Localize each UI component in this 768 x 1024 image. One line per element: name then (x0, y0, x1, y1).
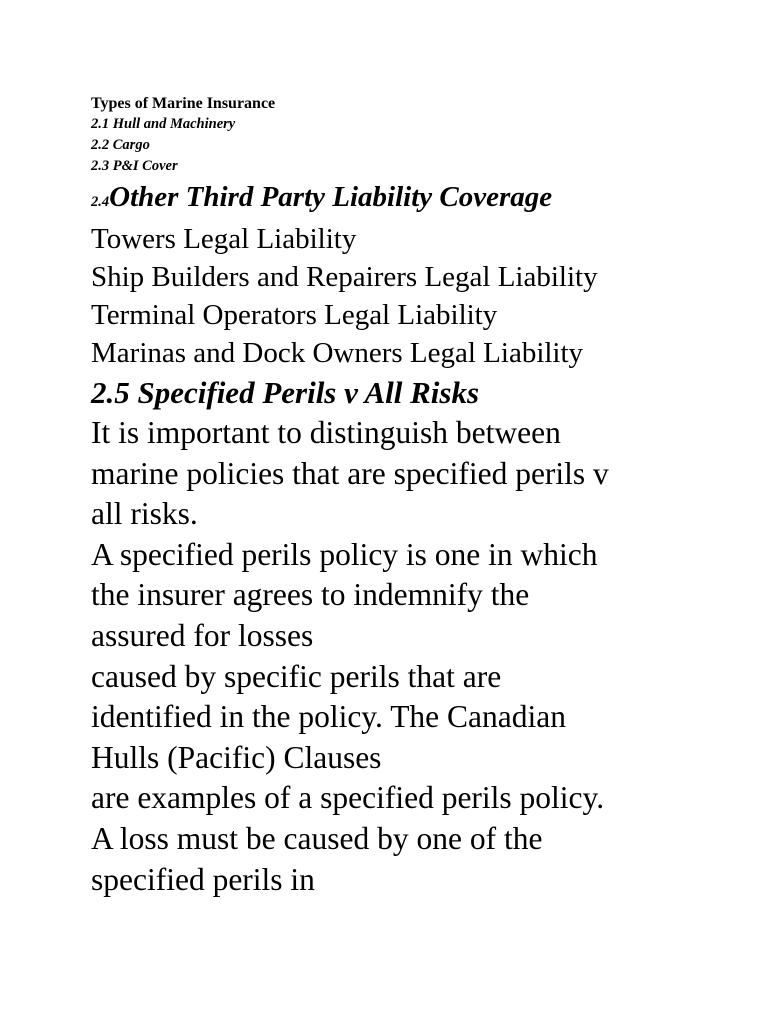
paragraph-line: Hulls (Pacific) Clauses (91, 739, 382, 775)
paragraph-line: are examples of a specified perils policy. (91, 780, 605, 816)
paragraph-line: the insurer agrees to indemnify the (91, 577, 530, 613)
paragraph-line: It is important to distinguish between (91, 415, 561, 450)
paragraph-line: caused by specific perils that are (91, 658, 502, 694)
toc-item-cargo: 2.2 Cargo (91, 137, 150, 153)
section-2-4-number: 2.4 (91, 194, 110, 210)
liability-item-ship-builders: Ship Builders and Repairers Legal Liability (91, 261, 598, 293)
document-page (91, 93, 751, 900)
liability-item-towers: Towers Legal Liability (91, 223, 357, 255)
paragraph-line: specified perils in (91, 861, 315, 897)
paragraph-line: A loss must be caused by one of the (91, 820, 543, 856)
liability-item-terminal-operators: Terminal Operators Legal Liability (91, 299, 498, 331)
liability-item-marinas: Marinas and Dock Owners Legal Liability (91, 337, 584, 369)
toc-item-pi-cover: 2.3 P&I Cover (91, 158, 178, 174)
toc-item-hull: 2.1 Hull and Machinery (91, 116, 236, 132)
doc-title: Types of Marine Insurance (91, 95, 276, 112)
paragraph-line: A specified perils policy is one in which (91, 536, 598, 572)
section-2-5-heading: 2.5 Specified Perils v All Risks (91, 375, 480, 410)
paragraph-line: assured for losses (91, 617, 314, 653)
paragraph-line: marine policies that are specified perils v (91, 455, 609, 491)
paragraph-line: all risks. (91, 496, 198, 532)
section-2-4-title: Other Third Party Liability Coverage (109, 181, 553, 213)
section-2-4-heading (91, 179, 751, 220)
paragraph-line: identified in the policy. The Canadian (91, 699, 566, 735)
